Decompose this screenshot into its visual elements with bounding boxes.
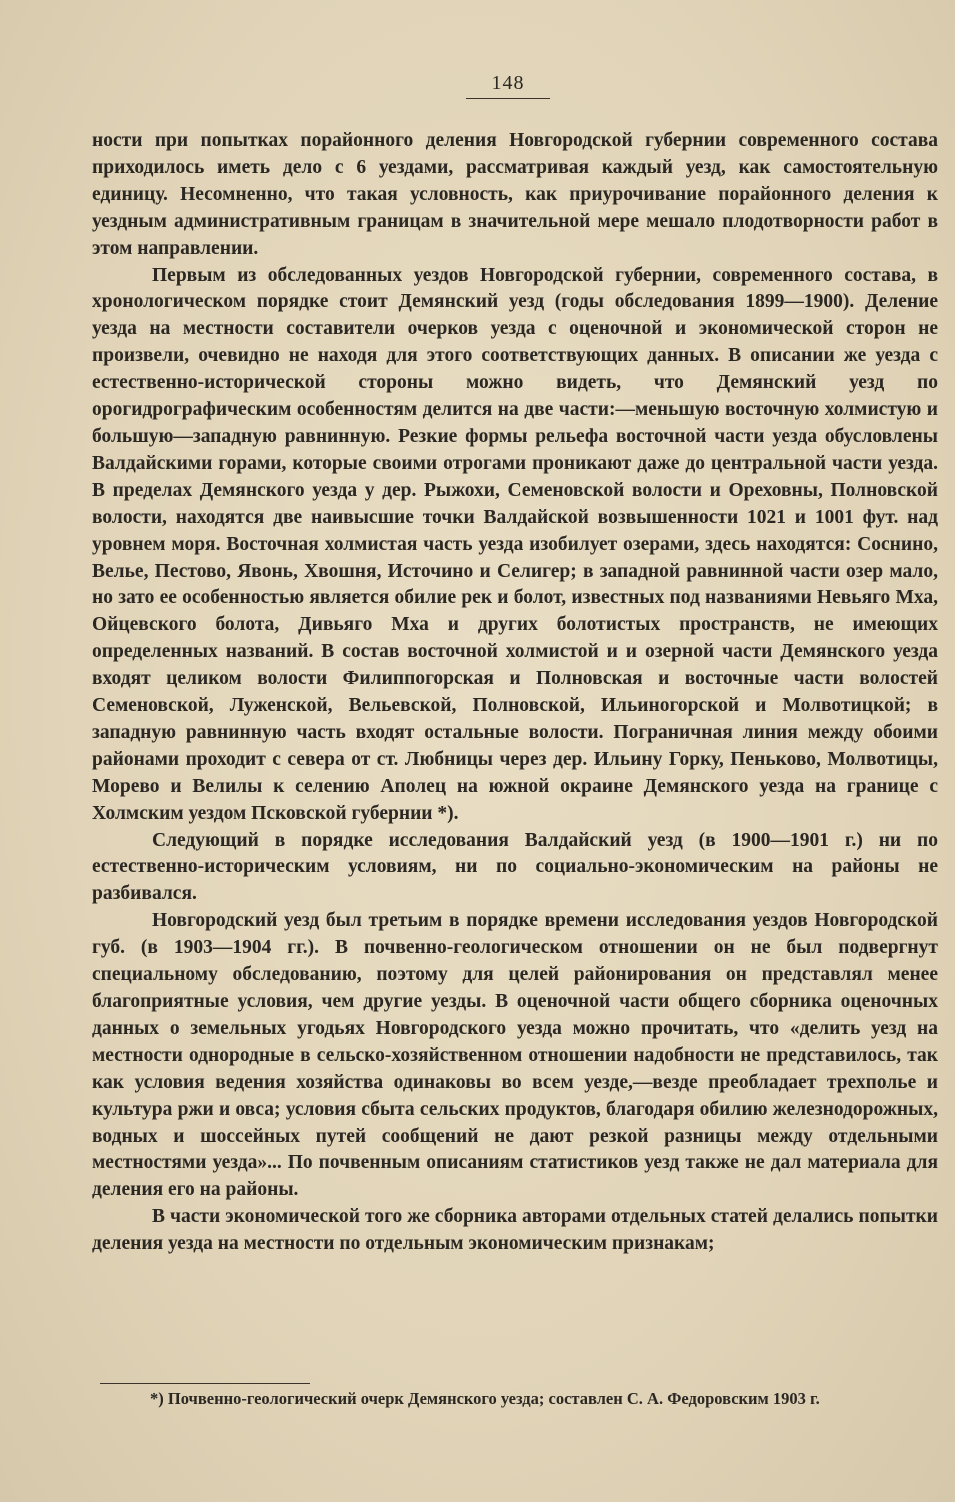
paragraph-economic: В части экономической того же сборника авторами отдельных статей делались попытки деления уезда на местности по отдельным экономическим признакам; <box>92 1206 938 1255</box>
page-number: 148 <box>491 72 525 94</box>
paragraph-continuation: ности при попытках порайонного деления Новгородской губернии современного состава приходилось иметь дело с 6 уездами, рассматривая каждый уезд, как самостоятельную единицу. Несомненно, что такая условность, как приурочивание порайонного деления к уездным административным границам в значительной мере мешало плодотворности работ в этом направлении. <box>92 130 938 259</box>
footnote-divider <box>100 1383 310 1384</box>
paragraph-valdai: Следующий в порядке исследования Валдайский уезд (в 1900—1901 г.) ни по естественно-историческим условиям, ни по социально-экономическим на районы не разбивался. <box>92 829 938 905</box>
page-number-underline <box>466 98 550 99</box>
paragraph-demyansk: Первым из обследованных уездов Новгородской губернии, современного состава, в хронологическом порядке стоит Демянский уезд (годы обследования 1899—1900). Деление уезда на местности составители очерков уезда с оценочной и экономической сторон не произвели, очевидно не находя для этого соответствующих данных. В описании же уезда с естественно-исторической стороны можно видеть, что Демянский уезд по орогидрографическим особенностям делится на две части:—меньшую восточную холмистую и большую—западную равнинную. Резкие формы рельефа восточной части уезда обусловлены Валдайскими горами, которые своими отрогами проникают даже до центральной части уезда. В пределах Демянского уезда у дер. Рыжохи, Семеновской волости и Ореховны, Полновской волости, находятся две наивысшие точки Валдайской возвышенности 1021 и 1001 фут. над уровнем моря. Восточная холмистая часть уезда изобилует озерами, здесь находятся: Соснино, Велье, Пестово, Явонь, Хвошня, Источино и Селигер; в западной равнинной части озер мало, но зато ее особенностью является обилие рек и болот, известных под названиями Невьяго Мха, Ойцевского болота, Дивьяго Мха и других болотистых пространств, не имеющих определенных названий. В состав восточной холмистой и и озерной части Демянского уезда входят целиком волости Филиппогорская и Полновская и восточные части волостей Семеновской, Луженской, Вельевской, Полновской, Ильиногорской и Молвотицкой; в западную равнинную часть входят остальные волости. Пограничная линия между обоими районами проходит с севера от ст. Любницы через дер. Ильину Горку, Пеньково, Молвотицы, Морево и Велилы к селению Аполец на южной окраине Демянского уезда на границе с Холмским уездом Псковской губернии *). <box>92 264 938 824</box>
body-text <box>92 128 938 1258</box>
footnote: *) Почвенно-геологический очерк Демянского уезда; составлен С. А. Федоровским 1903 г. <box>150 1389 820 1408</box>
paragraph-novgorod: Новгородский уезд был третьим в порядке времени исследования уездов Новгородской губ. (в 1903—1904 гг.). В почвенно-геологическом отношении он не был подвергнут специальному обследованию, поэтому для целей районирования он представлял менее благоприятные условия, чем другие уезды. В оценочной части общего сборника оценочных данных о земельных угодьях Новгородского уезда можно прочитать, что «делить уезд на местности однородные в сельско-хозяйственном отношении надобности не представилось, так как условия ведения хозяйства одинаковы во всем уезде,—везде преобладает трехполье и культура ржи и овса; условия сбыта сельских продуктов, благодаря обилию железнодорожных, водных и шоссейных путей сообщений не дают резкой разницы между отдельными местностями уезда»... По почвенным описаниям статистиков уезд также не дал материала для деления его на районы. <box>92 910 938 1201</box>
